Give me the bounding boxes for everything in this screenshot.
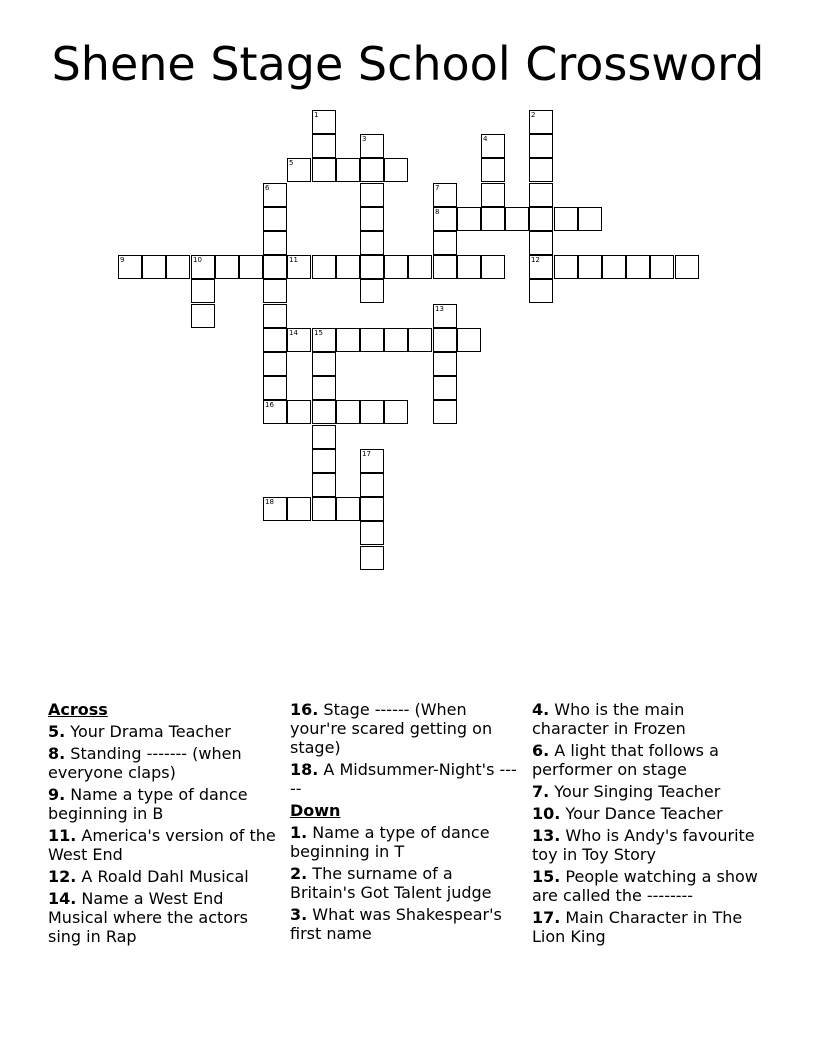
grid-cell[interactable] <box>360 328 384 352</box>
grid-cell[interactable] <box>554 207 578 231</box>
grid-cell[interactable] <box>360 521 384 545</box>
grid-cell[interactable] <box>287 255 311 279</box>
clue-number: 13 <box>435 305 444 313</box>
clue-number: 14 <box>289 329 298 337</box>
clue-label-number: 10. <box>532 804 561 823</box>
across-clue <box>290 700 522 757</box>
grid-cell[interactable] <box>239 255 263 279</box>
down-clue <box>290 905 522 943</box>
grid-cell[interactable] <box>263 183 287 207</box>
grid-cell[interactable] <box>142 255 166 279</box>
down-clue <box>290 864 522 902</box>
grid-cell[interactable] <box>191 255 215 279</box>
grid-cell[interactable] <box>263 352 287 376</box>
across-clue <box>48 867 280 886</box>
grid-cell[interactable] <box>433 231 457 255</box>
grid-cell[interactable] <box>433 304 457 328</box>
grid-cell[interactable] <box>312 497 336 521</box>
grid-cell[interactable] <box>287 158 311 182</box>
clue-label-number: 12. <box>48 867 77 886</box>
grid-cell[interactable] <box>312 449 336 473</box>
grid-cell[interactable] <box>650 255 674 279</box>
clue-label-number: 8. <box>48 744 66 763</box>
clue-number: 7 <box>435 184 440 192</box>
down-heading: Down <box>290 801 341 820</box>
grid-cell[interactable] <box>360 449 384 473</box>
clue-text: Your Drama Teacher <box>65 722 231 741</box>
clue-number: 2 <box>531 111 536 119</box>
grid-cell[interactable] <box>336 400 360 424</box>
clue-text: America's version of the West End <box>48 826 276 864</box>
grid-cell[interactable] <box>481 158 505 182</box>
down-clue <box>532 741 764 779</box>
grid-cell[interactable] <box>529 183 553 207</box>
grid-cell[interactable] <box>191 279 215 303</box>
grid-cell[interactable] <box>118 255 142 279</box>
clue-number: 12 <box>531 256 540 264</box>
grid-cell[interactable] <box>336 158 360 182</box>
across-clue <box>48 744 280 782</box>
clue-number: 9 <box>120 256 125 264</box>
grid-cell[interactable] <box>360 231 384 255</box>
grid-cell[interactable] <box>529 279 553 303</box>
grid-cell[interactable] <box>263 207 287 231</box>
clue-number: 18 <box>265 498 274 506</box>
clue-number: 1 <box>314 111 319 119</box>
grid-cell[interactable] <box>263 231 287 255</box>
clue-label-number: 16. <box>290 700 319 719</box>
clue-text: A Midsummer-Night's ----- <box>290 760 517 798</box>
clue-text: Name a type of dance beginning in T <box>290 823 490 861</box>
grid-cell[interactable] <box>457 255 481 279</box>
grid-cell[interactable] <box>360 279 384 303</box>
grid-cell[interactable] <box>312 134 336 158</box>
puzzle-title: Shene Stage School Crossword <box>51 37 765 91</box>
across-clue <box>290 760 522 798</box>
down-clue <box>532 782 764 801</box>
clue-number: 8 <box>435 208 440 216</box>
grid-cell[interactable] <box>529 134 553 158</box>
grid-cell[interactable] <box>408 328 432 352</box>
grid-cell[interactable] <box>384 255 408 279</box>
grid-cell[interactable] <box>336 328 360 352</box>
clue-label-number: 5. <box>48 722 66 741</box>
grid-cell[interactable] <box>312 376 336 400</box>
grid-cell[interactable] <box>384 158 408 182</box>
grid-cell[interactable] <box>312 400 336 424</box>
clue-label-number: 14. <box>48 889 77 908</box>
grid-cell[interactable] <box>263 376 287 400</box>
grid-cell[interactable] <box>529 207 553 231</box>
across-clue <box>48 889 280 946</box>
clue-column-1 <box>48 700 280 949</box>
clue-label-number: 2. <box>290 864 308 883</box>
grid-cell[interactable] <box>578 207 602 231</box>
grid-cell[interactable] <box>433 400 457 424</box>
grid-cell[interactable] <box>312 352 336 376</box>
clue-text: Main Character in The Lion King <box>532 908 743 946</box>
grid-cell[interactable] <box>360 497 384 521</box>
grid-cell[interactable] <box>384 328 408 352</box>
grid-cell[interactable] <box>312 473 336 497</box>
across-heading: Across <box>48 700 108 719</box>
clue-text: Standing ------- (when everyone claps) <box>48 744 242 782</box>
grid-cell[interactable] <box>360 183 384 207</box>
clue-number: 6 <box>265 184 270 192</box>
grid-cell[interactable] <box>626 255 650 279</box>
grid-cell[interactable] <box>360 134 384 158</box>
grid-cell[interactable] <box>166 255 190 279</box>
grid-cell[interactable] <box>433 255 457 279</box>
grid-cell[interactable] <box>384 400 408 424</box>
clue-text: Who is the main character in Frozen <box>532 700 686 738</box>
grid-cell[interactable] <box>675 255 699 279</box>
grid-cell[interactable] <box>263 279 287 303</box>
grid-cell[interactable] <box>312 328 336 352</box>
clue-label-number: 6. <box>532 741 550 760</box>
grid-cell[interactable] <box>336 255 360 279</box>
grid-cell[interactable] <box>578 255 602 279</box>
down-clue <box>290 823 522 861</box>
clue-label-number: 9. <box>48 785 66 804</box>
grid-cell[interactable] <box>215 255 239 279</box>
clue-text: Who is Andy's favourite toy in Toy Story <box>532 826 755 864</box>
grid-cell[interactable] <box>433 352 457 376</box>
down-clue <box>532 804 764 823</box>
grid-cell[interactable] <box>505 207 529 231</box>
grid-cell[interactable] <box>457 207 481 231</box>
grid-cell[interactable] <box>263 400 287 424</box>
grid-cell[interactable] <box>481 183 505 207</box>
grid-cell[interactable] <box>360 255 384 279</box>
grid-cell[interactable] <box>312 110 336 134</box>
grid-cell[interactable] <box>529 158 553 182</box>
clue-text: The surname of a Britain's Got Talent judge <box>290 864 492 902</box>
clue-text: Your Dance Teacher <box>560 804 723 823</box>
clue-text: Name a West End Musical where the actors sing in Rap <box>48 889 249 946</box>
clue-number: 4 <box>483 135 488 143</box>
grid-cell[interactable] <box>287 328 311 352</box>
grid-cell[interactable] <box>433 328 457 352</box>
grid-cell[interactable] <box>263 255 287 279</box>
grid-cell[interactable] <box>481 134 505 158</box>
clue-label-number: 18. <box>290 760 319 779</box>
clue-label-number: 4. <box>532 700 550 719</box>
grid-cell[interactable] <box>312 255 336 279</box>
across-clue <box>48 722 280 741</box>
clue-number: 17 <box>362 450 371 458</box>
grid-cell[interactable] <box>360 473 384 497</box>
grid-cell[interactable] <box>360 207 384 231</box>
clue-text: Name a type of dance beginning in B <box>48 785 248 823</box>
grid-cell[interactable] <box>191 304 215 328</box>
grid-cell[interactable] <box>554 255 578 279</box>
grid-cell[interactable] <box>481 255 505 279</box>
grid-cell[interactable] <box>287 497 311 521</box>
grid-cell[interactable] <box>360 546 384 570</box>
clue-label-number: 17. <box>532 908 561 927</box>
clue-text: People watching a show are called the -------- <box>532 867 758 905</box>
grid-cell[interactable] <box>481 207 505 231</box>
clue-number: 5 <box>289 159 294 167</box>
grid-cell[interactable] <box>360 400 384 424</box>
down-clue <box>532 826 764 864</box>
clue-text: Stage ------ (When your're scared getting on stage) <box>290 700 493 757</box>
grid-cell[interactable] <box>312 425 336 449</box>
down-clue <box>532 700 764 738</box>
down-clue <box>532 908 764 946</box>
grid-cell[interactable] <box>336 497 360 521</box>
clue-number: 3 <box>362 135 367 143</box>
grid-cell[interactable] <box>312 158 336 182</box>
clue-column-3 <box>532 700 764 949</box>
clue-text: A Roald Dahl Musical <box>76 867 249 886</box>
grid-cell[interactable] <box>263 304 287 328</box>
grid-cell[interactable] <box>263 328 287 352</box>
grid-cell[interactable] <box>529 110 553 134</box>
grid-cell[interactable] <box>408 255 432 279</box>
across-clue <box>48 785 280 823</box>
grid-cell[interactable] <box>263 497 287 521</box>
clue-label-number: 1. <box>290 823 308 842</box>
clue-number: 10 <box>193 256 202 264</box>
clue-number: 11 <box>289 256 298 264</box>
clue-text: Your Singing Teacher <box>549 782 721 801</box>
clue-label-number: 13. <box>532 826 561 845</box>
down-clue <box>532 867 764 905</box>
grid-cell[interactable] <box>287 400 311 424</box>
clue-label-number: 15. <box>532 867 561 886</box>
grid-cell[interactable] <box>602 255 626 279</box>
grid-cell[interactable] <box>433 376 457 400</box>
grid-cell[interactable] <box>529 255 553 279</box>
grid-cell[interactable] <box>457 328 481 352</box>
across-clue <box>48 826 280 864</box>
clue-text: What was Shakespear's first name <box>290 905 502 943</box>
clue-label-number: 7. <box>532 782 550 801</box>
grid-cell[interactable] <box>529 231 553 255</box>
clue-column-2 <box>290 700 522 946</box>
grid-cell[interactable] <box>433 207 457 231</box>
clue-label-number: 3. <box>290 905 308 924</box>
clue-text: A light that follows a performer on stage <box>532 741 719 779</box>
clue-number: 16 <box>265 401 274 409</box>
grid-cell[interactable] <box>433 183 457 207</box>
clue-number: 15 <box>314 329 323 337</box>
clue-label-number: 11. <box>48 826 77 845</box>
grid-cell[interactable] <box>360 158 384 182</box>
